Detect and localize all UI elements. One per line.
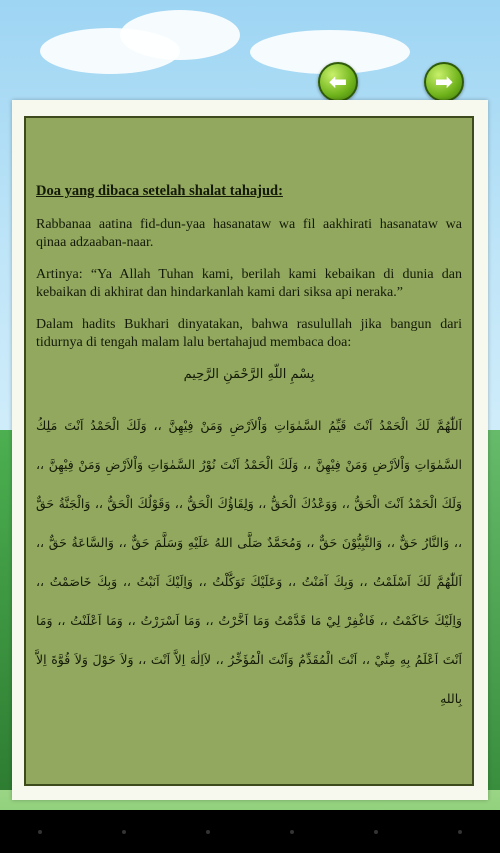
nav-dot (206, 830, 210, 834)
nav-dot (38, 830, 42, 834)
back-button[interactable] (318, 62, 358, 102)
background-grass-left (0, 430, 12, 790)
hadith-intro-text: Dalam hadits Bukhari dinyatakan, bahwa rasulullah jika bangun dari tidurnya di tengah malam lalu bertahajud membaca doa: (36, 317, 462, 350)
nav-dot (458, 830, 462, 834)
translation-text: Artinya: “Ya Allah Tuhan kami, berilah kami kebaikan di dunia dan kebaikan di akhirat dan hindarkanlah kami dari siksa api neraka.” (36, 267, 462, 300)
nav-dot (290, 830, 294, 834)
basmala-text: بِسْمِ اللّهِ الرَّحْمَنِ الرَّحِيم (183, 367, 315, 382)
background-cloud (120, 10, 240, 60)
arabic-prayer-text: اَللّٰهُمَّ لَكَ الْحَمْدُ اَنْتَ قَيِّمُ السَّمٰوَاتِ وَاْلاَرْضِ وَمَنْ فِيْهِنَّ ،، وَلَكَ الْحَمْدُ اَنْتَ مَلِكُ السَّمٰوَاتِ وَاْلاَرْضِ وَمَنْ فِيْهِنَّ ،، وَلَكَ الْحَمْدُ اَنْتَ نُوْرُ السَّمٰوَاتِ وَاْلاَرْضِ وَمَنْ فِيْهِنَّ ،، وَلَكَ الْحَمْدُ اَنْتَ الْحَقُّ ،، وَوَعْدُكَ الْحَقُّ ،، وَلِقَاؤُكَ الْحَقُّ ،، وَقَوْلُكَ الْحَقُّ ،، وَالْجَنَّةُ حَقٌّ ،، وَالنَّارُ حَقٌّ ،، وَالنَّبِيُّوْنَ حَقٌّ ،، وَمُحَمَّدٌ صَلَّى اللهُ عَلَيْهِ وَسَلَّمَ حَقٌّ ،، وَالسَّاعَةُ حَقٌّ ،، اَللّٰهُمَّ لَكَ اَسْلَمْتُ ،، وَبِكَ آمَنْتُ ،، وَعَلَيْكَ تَوَكَّلْتُ ،، وَاِلَيْكَ اَنَبْتُ ،، وَبِكَ خَاصَمْتُ ،، وَاِلَيْكَ حَاكَمْتُ ،، فَاغْفِرْ لِيْ مَا قَدَّمْتُ وَمَا اَخَّرْتُ ،، وَمَا اَسْرَرْتُ ،، وَمَا اَعْلَنْتُ ،، وَمَا اَنْتَ اَعْلَمُ بِهِ مِنِّيْ ،، اَنْتَ الْمُقَدِّمُ وَاَنْتَ الْمُؤَخِّرُ ،، لاَاِلٰهَ اِلاَّ اَنْتَ ،، وَلاَ حَوْلَ وَلاَ قُوَّةَ اِلاَّ بِاللهِ (36, 418, 462, 706)
arrow-left-icon: ⬅ (328, 69, 348, 95)
next-button[interactable] (424, 62, 464, 102)
latin-prayer-text: Rabbanaa aatina fid-dun-yaa hasanataw wa fil aakhirati hasanataw wa qinaa adzaaban-naar. (36, 217, 462, 250)
background-grass-right (488, 430, 500, 790)
content-panel[interactable] (24, 116, 474, 786)
nav-dot (374, 830, 378, 834)
section-heading: Doa yang dibaca setelah shalat tahajud: (36, 183, 283, 199)
system-navigation-bar (0, 810, 500, 853)
nav-dot (122, 830, 126, 834)
arrow-right-icon: ➡ (434, 69, 454, 95)
